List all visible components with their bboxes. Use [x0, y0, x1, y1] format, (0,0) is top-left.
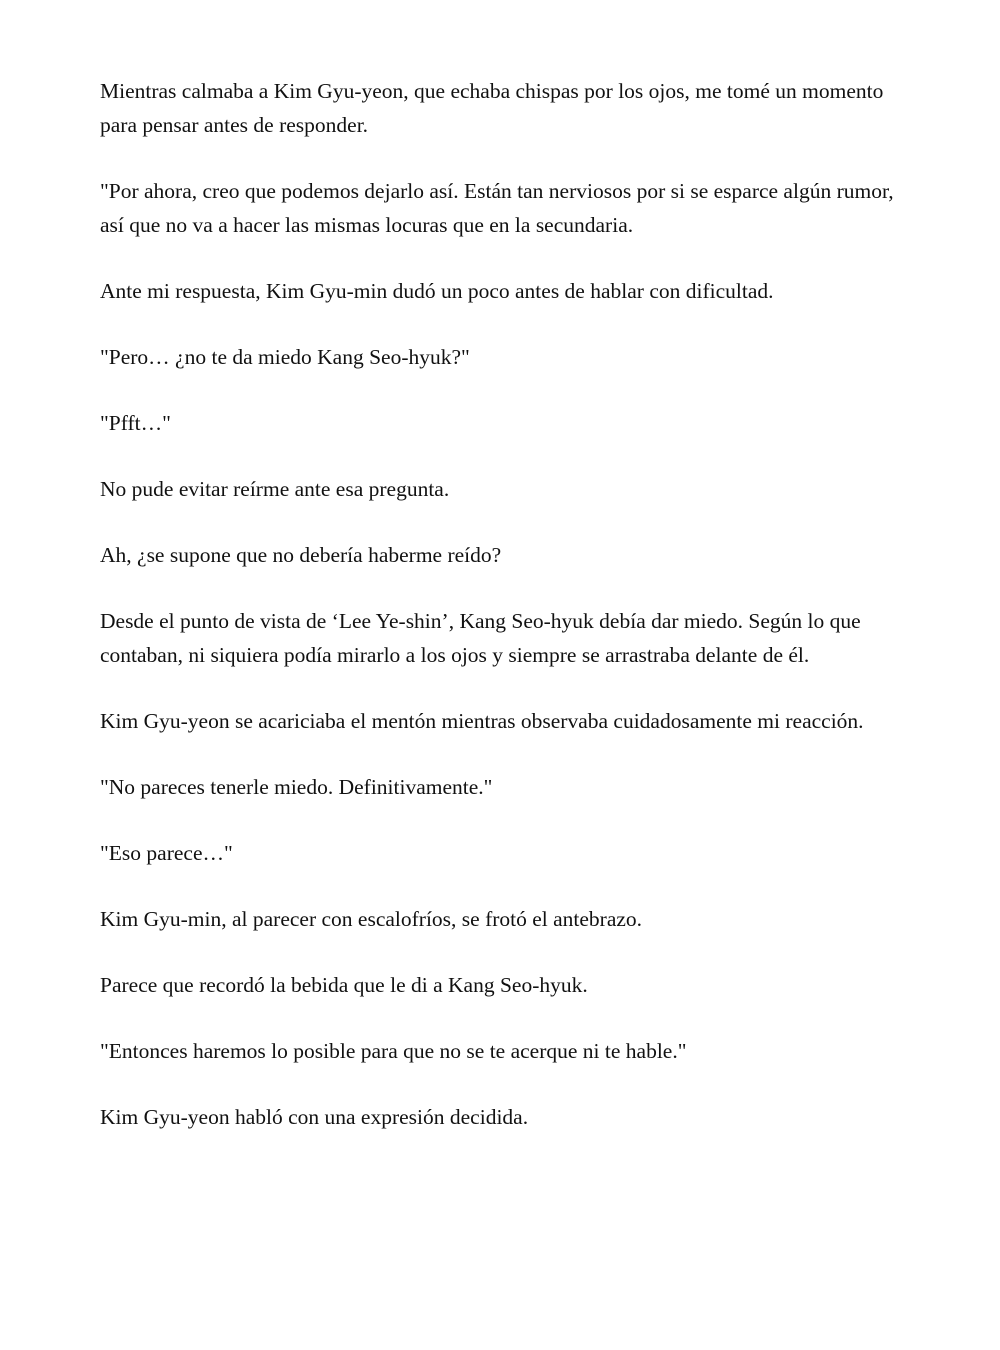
- paragraph: "Pfft…": [100, 411, 171, 435]
- paragraph: Kim Gyu-min, al parecer con escalofríos, se frotó el antebrazo.: [100, 907, 643, 931]
- paragraph: "Pero… ¿no te da miedo Kang Seo-hyuk?": [100, 345, 470, 369]
- paragraph: "Por ahora, creo que podemos dejarlo así. Están tan nerviosos por si se esparce algún rumor, así que no va a hacer las mismas locuras que en la secundaria.: [100, 179, 900, 237]
- paragraph: Ah, ¿se supone que no debería haberme reído?: [100, 543, 502, 567]
- paragraph: "No pareces tenerle miedo. Definitivamente.": [100, 775, 493, 799]
- document-body: [100, 74, 902, 1134]
- paragraph: Parece que recordó la bebida que le di a Kang Seo-hyuk.: [100, 973, 588, 997]
- paragraph: Desde el punto de vista de ‘Lee Ye-shin’, Kang Seo-hyuk debía dar miedo. Según lo que contaban, ni siquiera podía mirarlo a los ojos y siempre se arrastraba delante de él.: [100, 609, 867, 667]
- paragraph: Mientras calmaba a Kim Gyu-yeon, que echaba chispas por los ojos, me tomé un momento para pensar antes de responder.: [100, 79, 889, 137]
- paragraph: Ante mi respuesta, Kim Gyu-min dudó un poco antes de hablar con dificultad.: [100, 279, 774, 303]
- paragraph: Kim Gyu-yeon se acariciaba el mentón mientras observaba cuidadosamente mi reacción.: [100, 709, 864, 733]
- paragraph: "Eso parece…": [100, 841, 233, 865]
- paragraph: Kim Gyu-yeon habló con una expresión decidida.: [100, 1105, 529, 1129]
- paragraph: "Entonces haremos lo posible para que no se te acerque ni te hable.": [100, 1039, 687, 1063]
- paragraph: No pude evitar reírme ante esa pregunta.: [100, 477, 450, 501]
